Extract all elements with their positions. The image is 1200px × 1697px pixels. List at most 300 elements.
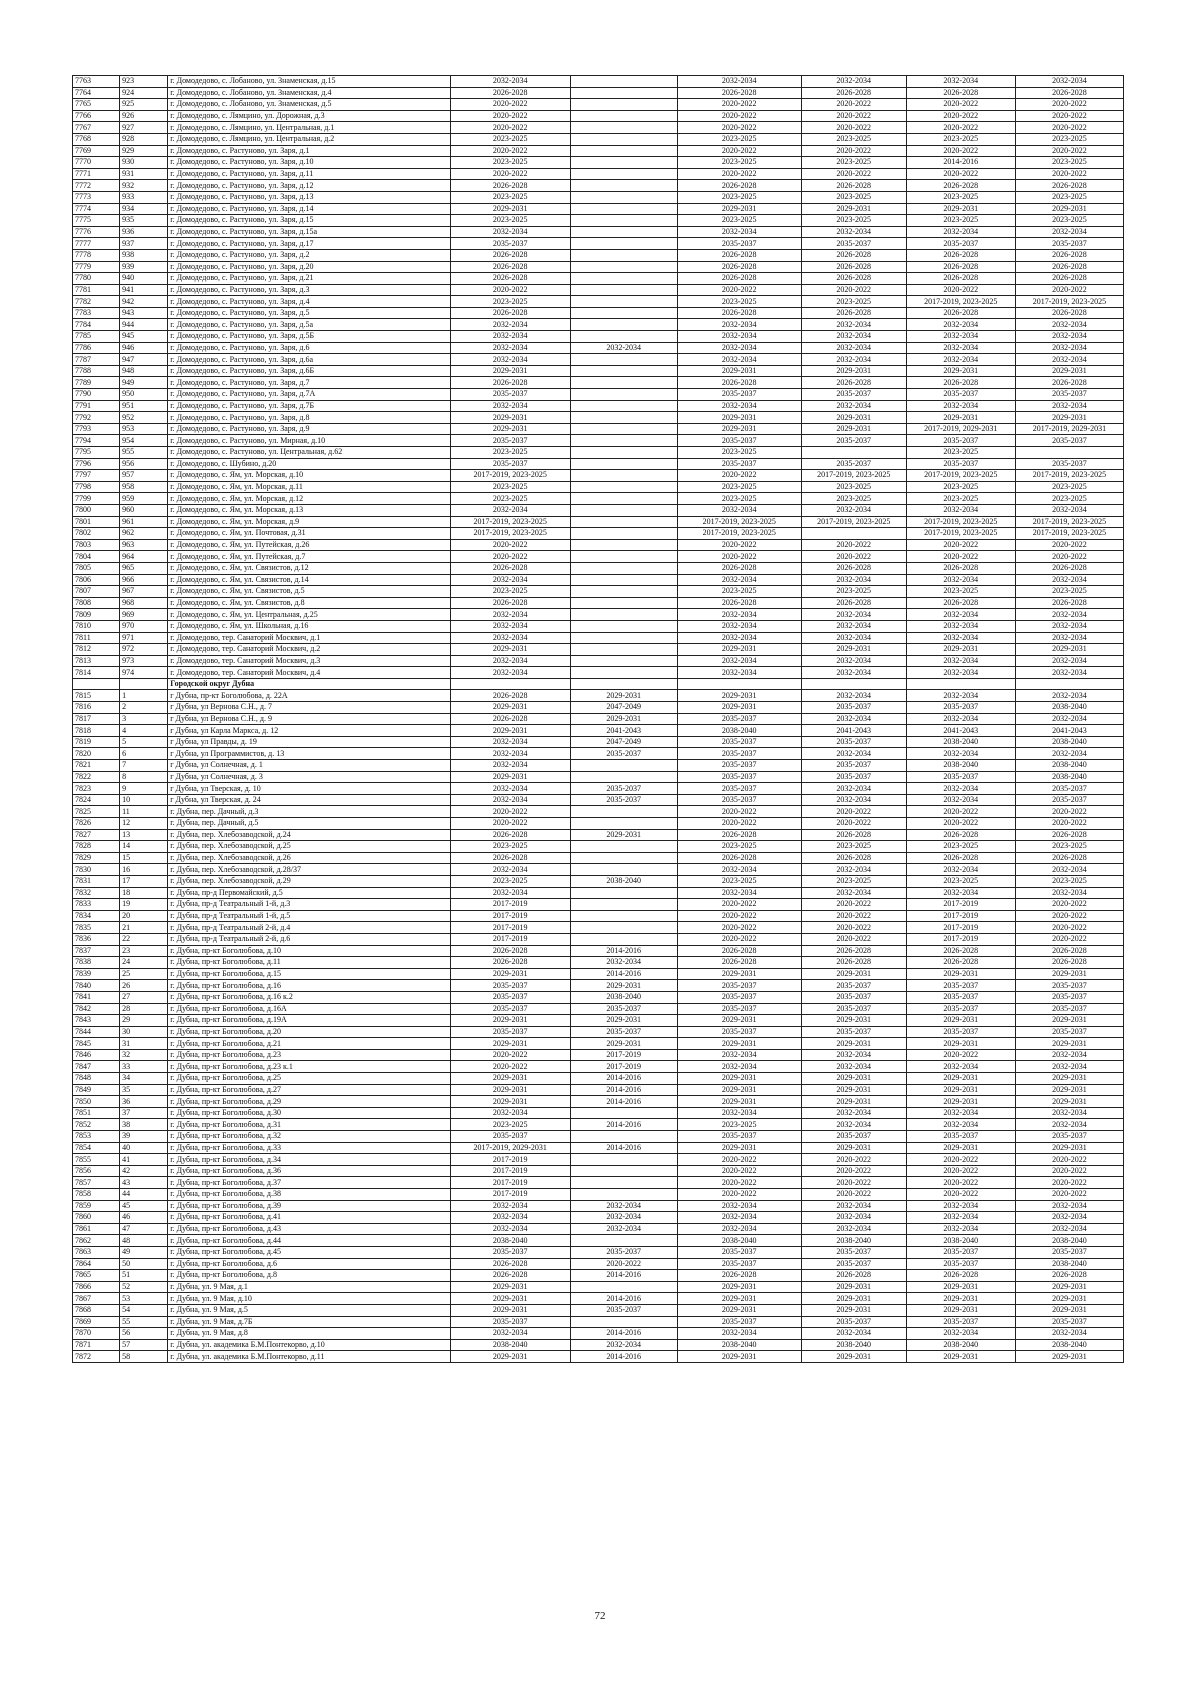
period-cell: 2029-2031 (570, 690, 677, 702)
address-cell: г. Домодедово, с. Растуново, ул. Заря, д.5Б (168, 331, 451, 343)
period-cell: 2041-2043 (906, 725, 1015, 737)
page-number: 72 (594, 1610, 606, 1622)
entry-number-cell: 950 (120, 389, 168, 401)
table-row (73, 829, 1124, 841)
entry-number-cell: 42 (120, 1165, 168, 1177)
period-cell: 2023-2025 (677, 215, 801, 227)
address-cell: г. Домодедово, с. Ям, ул. Морская, д.12 (168, 493, 451, 505)
period-cell: 2032-2034 (450, 504, 570, 516)
period-cell: 2023-2025 (450, 586, 570, 598)
row-index-cell: 7808 (73, 597, 120, 609)
period-cell: 2035-2037 (677, 794, 801, 806)
period-cell: 2026-2028 (450, 713, 570, 725)
period-cell: 2026-2028 (906, 1270, 1015, 1282)
period-cell: 2032-2034 (677, 1061, 801, 1073)
row-index-cell: 7770 (73, 157, 120, 169)
address-cell: г. Дубна, пр-кт Боголюбова, д.43 (168, 1223, 451, 1235)
period-cell: 2035-2037 (450, 238, 570, 250)
period-cell: 2032-2034 (906, 632, 1015, 644)
address-cell: г. Домодедово, с. Лямцино, ул. Дорожная, д.3 (168, 110, 451, 122)
entry-number-cell: 55 (120, 1316, 168, 1328)
period-cell: 2029-2031 (677, 365, 801, 377)
address-cell: г. Дубна, пр-кт Боголюбова, д.19А (168, 1015, 451, 1027)
period-cell: 2023-2025 (906, 215, 1015, 227)
period-cell: 2029-2031 (1015, 1351, 1123, 1363)
period-cell: 2023-2025 (450, 875, 570, 887)
entry-number-cell: 947 (120, 354, 168, 366)
entry-number-cell: 923 (120, 76, 168, 88)
period-cell: 2029-2031 (906, 1351, 1015, 1363)
row-index-cell: 7828 (73, 841, 120, 853)
period-cell: 2035-2037 (677, 435, 801, 447)
address-cell: г. Домодедово, с. Растуново, ул. Заря, д.6Б (168, 365, 451, 377)
period-cell (570, 1316, 677, 1328)
period-cell: 2029-2031 (450, 1304, 570, 1316)
period-cell: 2026-2028 (1015, 597, 1123, 609)
period-cell: 2020-2022 (1015, 122, 1123, 134)
row-index-cell: 7841 (73, 991, 120, 1003)
address-cell: г. Домодедово, с. Ям, ул. Школьная, д.16 (168, 620, 451, 632)
entry-number-cell: 930 (120, 157, 168, 169)
entry-number-cell: 48 (120, 1235, 168, 1247)
period-cell (570, 122, 677, 134)
address-cell: г. Дубна, ул. 9 Мая, д.1 (168, 1281, 451, 1293)
period-cell: 2035-2037 (801, 702, 906, 714)
entry-number-cell: 971 (120, 632, 168, 644)
entry-number-cell: 964 (120, 551, 168, 563)
period-cell: 2020-2022 (801, 145, 906, 157)
period-cell: 2014-2016 (570, 1142, 677, 1154)
address-cell: г. Домодедово, тер. Санаторий Москвич, д.2 (168, 644, 451, 656)
period-cell (570, 1189, 677, 1201)
row-index-cell: 7869 (73, 1316, 120, 1328)
period-cell: 2032-2034 (1015, 1223, 1123, 1235)
period-cell: 2014-2016 (570, 1073, 677, 1085)
period-cell: 2014-2016 (570, 968, 677, 980)
entry-number-cell: 953 (120, 423, 168, 435)
period-cell: 2029-2031 (1015, 1073, 1123, 1085)
period-cell: 2026-2028 (677, 180, 801, 192)
period-cell: 2035-2037 (677, 713, 801, 725)
address-cell: г. Дубна, пер. Дачный, д.5 (168, 818, 451, 830)
entry-number-cell: 943 (120, 307, 168, 319)
address-cell: г. Домодедово, с. Ям, ул. Путейская, д.26 (168, 539, 451, 551)
address-cell: г. Домодедово, с. Ям, ул. Почтовая, д.31 (168, 528, 451, 540)
period-cell: 2026-2028 (906, 249, 1015, 261)
address-cell: г. Домодедово, с. Растуново, ул. Заря, д.8 (168, 412, 451, 424)
address-cell: г. Домодедово, с. Растуново, ул. Центральная, д.62 (168, 447, 451, 459)
period-cell: 2035-2037 (677, 1131, 801, 1143)
period-cell: 2023-2025 (801, 481, 906, 493)
row-index-cell: 7851 (73, 1107, 120, 1119)
entry-number-cell: 924 (120, 87, 168, 99)
address-cell: г. Домодедово, с. Шубино, д.20 (168, 458, 451, 470)
period-cell: 2026-2028 (1015, 957, 1123, 969)
row-index-cell: 7814 (73, 667, 120, 679)
period-cell: 2014-2016 (570, 1270, 677, 1282)
period-cell: 2035-2037 (801, 991, 906, 1003)
entry-number-cell: 16 (120, 864, 168, 876)
period-cell: 2029-2031 (801, 1142, 906, 1154)
address-cell: г. Дубна, пр-кт Боголюбова, д.32 (168, 1131, 451, 1143)
entry-number-cell: 21 (120, 922, 168, 934)
table-row (73, 296, 1124, 308)
period-cell (570, 818, 677, 830)
period-cell (570, 377, 677, 389)
period-cell: 2020-2022 (677, 818, 801, 830)
period-cell: 2029-2031 (677, 644, 801, 656)
table-row (73, 504, 1124, 516)
row-index-cell: 7848 (73, 1073, 120, 1085)
row-index-cell: 7865 (73, 1270, 120, 1282)
period-cell: 2029-2031 (801, 1281, 906, 1293)
entry-number-cell: 1 (120, 690, 168, 702)
period-cell: 2035-2037 (570, 748, 677, 760)
entry-number-cell: 49 (120, 1246, 168, 1258)
period-cell: 2032-2034 (906, 1061, 1015, 1073)
address-cell: г. Дубна, пер. Хлебозаводской, д.24 (168, 829, 451, 841)
period-cell: 2029-2031 (1015, 365, 1123, 377)
period-cell: 2020-2022 (677, 551, 801, 563)
period-cell: 2035-2037 (801, 238, 906, 250)
table-row (73, 1339, 1124, 1351)
table-row (73, 1154, 1124, 1166)
row-index-cell: 7817 (73, 713, 120, 725)
row-index-cell: 7797 (73, 470, 120, 482)
address-cell: г. Дубна, пр-кт Боголюбова, д.25 (168, 1073, 451, 1085)
period-cell: 2035-2037 (1015, 1131, 1123, 1143)
period-cell: 2026-2028 (677, 307, 801, 319)
period-cell: 2020-2022 (677, 899, 801, 911)
period-cell: 2029-2031 (677, 968, 801, 980)
period-cell: 2026-2028 (801, 852, 906, 864)
period-cell: 2032-2034 (1015, 1119, 1123, 1131)
period-cell: 2038-2040 (1015, 1258, 1123, 1270)
entry-number-cell: 967 (120, 586, 168, 598)
table-row (73, 922, 1124, 934)
period-cell (801, 678, 906, 690)
period-cell: 2023-2025 (450, 157, 570, 169)
register-table-body (73, 76, 1124, 1363)
period-cell: 2026-2028 (677, 1270, 801, 1282)
period-cell: 2029-2031 (1015, 968, 1123, 980)
period-cell: 2032-2034 (450, 76, 570, 88)
period-cell: 2017-2019, 2023-2025 (801, 470, 906, 482)
period-cell: 2035-2037 (1015, 991, 1123, 1003)
address-cell: г. Дубна, ул. академика Б.М.Понтекорво, д.11 (168, 1351, 451, 1363)
period-cell: 2017-2019, 2023-2025 (1015, 470, 1123, 482)
row-index-cell: 7863 (73, 1246, 120, 1258)
period-cell: 2032-2034 (801, 1200, 906, 1212)
table-row (73, 852, 1124, 864)
table-row (73, 551, 1124, 563)
period-cell: 2032-2034 (801, 690, 906, 702)
period-cell (570, 331, 677, 343)
period-cell (570, 319, 677, 331)
period-cell: 2041-2043 (801, 725, 906, 737)
period-cell: 2032-2034 (677, 76, 801, 88)
address-cell: г. Домодедово, с. Растуново, ул. Заря, д.6 (168, 342, 451, 354)
period-cell: 2035-2037 (906, 1246, 1015, 1258)
period-cell: 2029-2031 (677, 1142, 801, 1154)
period-cell: 2032-2034 (1015, 504, 1123, 516)
period-cell (570, 145, 677, 157)
period-cell: 2032-2034 (450, 1328, 570, 1340)
period-cell: 2032-2034 (801, 1212, 906, 1224)
period-cell: 2029-2031 (801, 1015, 906, 1027)
period-cell: 2020-2022 (906, 818, 1015, 830)
row-index-cell: 7861 (73, 1223, 120, 1235)
row-index-cell: 7810 (73, 620, 120, 632)
table-row (73, 794, 1124, 806)
table-row (73, 1328, 1124, 1340)
period-cell: 2020-2022 (1015, 818, 1123, 830)
period-cell: 2020-2022 (801, 284, 906, 296)
row-index-cell: 7862 (73, 1235, 120, 1247)
period-cell: 2023-2025 (1015, 157, 1123, 169)
table-row (73, 1061, 1124, 1073)
period-cell: 2032-2034 (450, 794, 570, 806)
row-index-cell: 7766 (73, 110, 120, 122)
period-cell: 2017-2019 (570, 1049, 677, 1061)
period-cell: 2029-2031 (801, 1084, 906, 1096)
period-cell: 2032-2034 (906, 226, 1015, 238)
table-row (73, 562, 1124, 574)
table-row (73, 1038, 1124, 1050)
entry-number-cell: 5 (120, 736, 168, 748)
period-cell: 2029-2031 (906, 1096, 1015, 1108)
period-cell: 2032-2034 (906, 690, 1015, 702)
period-cell: 2035-2037 (906, 1258, 1015, 1270)
period-cell (570, 1154, 677, 1166)
table-row (73, 667, 1124, 679)
address-cell: г. Дубна, пр-кт Боголюбова, д.16А (168, 1003, 451, 1015)
period-cell (570, 296, 677, 308)
period-cell: 2035-2037 (801, 760, 906, 772)
period-cell: 2026-2028 (801, 87, 906, 99)
register-table-container (72, 75, 1124, 1363)
period-cell: 2032-2034 (570, 342, 677, 354)
period-cell: 2035-2037 (801, 1131, 906, 1143)
period-cell: 2029-2031 (801, 1038, 906, 1050)
period-cell: 2032-2034 (801, 864, 906, 876)
row-index-cell: 7852 (73, 1119, 120, 1131)
address-cell: г Дубна, ул Карла Маркса, д. 12 (168, 725, 451, 737)
table-row (73, 957, 1124, 969)
period-cell (570, 435, 677, 447)
period-cell: 2032-2034 (801, 1107, 906, 1119)
table-row (73, 110, 1124, 122)
address-cell: г. Дубна, пр-кт Боголюбова, д.20 (168, 1026, 451, 1038)
table-row (73, 1049, 1124, 1061)
period-cell: 2032-2034 (906, 1200, 1015, 1212)
row-index-cell: 7829 (73, 852, 120, 864)
address-cell: г. Дубна, пр-кт Боголюбова, д.16 (168, 980, 451, 992)
period-cell (801, 447, 906, 459)
period-cell (570, 852, 677, 864)
table-row (73, 736, 1124, 748)
period-cell: 2020-2022 (906, 1049, 1015, 1061)
period-cell: 2035-2037 (906, 1316, 1015, 1328)
period-cell: 2035-2037 (906, 991, 1015, 1003)
table-row (73, 168, 1124, 180)
period-cell: 2029-2031 (801, 1073, 906, 1085)
row-index-cell: 7768 (73, 133, 120, 145)
table-row (73, 875, 1124, 887)
period-cell (570, 447, 677, 459)
row-index-cell: 7870 (73, 1328, 120, 1340)
period-cell: 2032-2034 (801, 1049, 906, 1061)
period-cell: 2020-2022 (450, 145, 570, 157)
period-cell: 2023-2025 (906, 191, 1015, 203)
period-cell: 2032-2034 (450, 574, 570, 586)
period-cell: 2020-2022 (906, 284, 1015, 296)
period-cell: 2029-2031 (677, 423, 801, 435)
entry-number-cell: 962 (120, 528, 168, 540)
period-cell: 2029-2031 (906, 1293, 1015, 1305)
period-cell (1015, 678, 1123, 690)
period-cell: 2032-2034 (801, 794, 906, 806)
period-cell: 2020-2022 (1015, 933, 1123, 945)
period-cell: 2032-2034 (677, 319, 801, 331)
address-cell: г. Домодедово, с. Лобаново, ул. Знаменская, д.5 (168, 99, 451, 111)
row-index-cell: 7801 (73, 516, 120, 528)
row-index-cell: 7826 (73, 818, 120, 830)
period-cell: 2032-2034 (801, 354, 906, 366)
entry-number-cell: 944 (120, 319, 168, 331)
row-index-cell: 7839 (73, 968, 120, 980)
row-index-cell: 7787 (73, 354, 120, 366)
period-cell: 2032-2034 (801, 609, 906, 621)
period-cell: 2026-2028 (906, 87, 1015, 99)
period-cell: 2032-2034 (677, 226, 801, 238)
address-cell: г. Домодедово, с. Ям, ул. Связистов, д.12 (168, 562, 451, 574)
period-cell: 2020-2022 (677, 284, 801, 296)
period-cell: 2023-2025 (677, 841, 801, 853)
address-cell: г. Дубна, пр-кт Боголюбова, д.31 (168, 1119, 451, 1131)
table-row (73, 597, 1124, 609)
period-cell: 2026-2028 (677, 562, 801, 574)
table-row (73, 516, 1124, 528)
period-cell (570, 887, 677, 899)
row-index-cell: 7825 (73, 806, 120, 818)
address-cell: г. Домодедово, с. Растуново, ул. Заря, д.5а (168, 319, 451, 331)
address-cell: г. Домодедово, с. Ям, ул. Морская, д.9 (168, 516, 451, 528)
period-cell: 2032-2034 (906, 319, 1015, 331)
row-index-cell: 7815 (73, 690, 120, 702)
period-cell: 2026-2028 (450, 852, 570, 864)
period-cell: 2032-2034 (801, 748, 906, 760)
entry-number-cell: 958 (120, 481, 168, 493)
table-row (73, 771, 1124, 783)
entry-number-cell: 50 (120, 1258, 168, 1270)
period-cell: 2023-2025 (677, 296, 801, 308)
period-cell: 2029-2031 (906, 203, 1015, 215)
address-cell: г. Дубна, пр-кт Боголюбова, д.41 (168, 1212, 451, 1224)
period-cell (570, 574, 677, 586)
period-cell: 2032-2034 (906, 1107, 1015, 1119)
period-cell: 2032-2034 (801, 319, 906, 331)
period-cell: 2020-2022 (450, 551, 570, 563)
period-cell: 2029-2031 (677, 1084, 801, 1096)
period-cell: 2020-2022 (677, 933, 801, 945)
table-row (73, 191, 1124, 203)
period-cell: 2032-2034 (801, 887, 906, 899)
period-cell (570, 667, 677, 679)
row-index-cell: 7819 (73, 736, 120, 748)
entry-number-cell: 28 (120, 1003, 168, 1015)
period-cell: 2017-2019, 2029-2031 (450, 1142, 570, 1154)
period-cell: 2026-2028 (906, 829, 1015, 841)
row-index-cell: 7783 (73, 307, 120, 319)
period-cell: 2029-2031 (677, 702, 801, 714)
entry-number-cell: 20 (120, 910, 168, 922)
table-row (73, 528, 1124, 540)
period-cell: 2038-2040 (906, 760, 1015, 772)
period-cell: 2023-2025 (677, 191, 801, 203)
period-cell: 2026-2028 (1015, 945, 1123, 957)
period-cell: 2017-2019 (450, 1165, 570, 1177)
period-cell: 2032-2034 (1015, 1061, 1123, 1073)
period-cell: 2032-2034 (570, 957, 677, 969)
period-cell: 2017-2019 (450, 922, 570, 934)
period-cell: 2020-2022 (677, 910, 801, 922)
period-cell: 2029-2031 (801, 1304, 906, 1316)
address-cell: г Дубна, ул Правды, д. 19 (168, 736, 451, 748)
address-cell: г. Домодедово, с. Растуново, ул. Заря, д.15 (168, 215, 451, 227)
table-row (73, 655, 1124, 667)
period-cell: 2032-2034 (450, 667, 570, 679)
period-cell: 2020-2022 (801, 1165, 906, 1177)
address-cell: г. Дубна, пр-кт Боголюбова, д.38 (168, 1189, 451, 1201)
period-cell: 2020-2022 (570, 1258, 677, 1270)
period-cell: 2029-2031 (450, 725, 570, 737)
period-cell: 2038-2040 (570, 875, 677, 887)
period-cell: 2038-2040 (801, 1235, 906, 1247)
row-index-cell: 7804 (73, 551, 120, 563)
row-index-cell (73, 678, 120, 690)
address-cell: г. Домодедово, с. Ям, ул. Центральная, д.25 (168, 609, 451, 621)
address-cell: г. Домодедово, с. Лобаново, ул. Знаменская, д.4 (168, 87, 451, 99)
row-index-cell: 7872 (73, 1351, 120, 1363)
row-index-cell: 7858 (73, 1189, 120, 1201)
period-cell: 2029-2031 (450, 968, 570, 980)
period-cell: 2032-2034 (1015, 354, 1123, 366)
period-cell: 2035-2037 (677, 736, 801, 748)
row-index-cell: 7771 (73, 168, 120, 180)
table-row (73, 818, 1124, 830)
period-cell: 2035-2037 (1015, 435, 1123, 447)
period-cell: 2020-2022 (450, 1049, 570, 1061)
entry-number-cell: 56 (120, 1328, 168, 1340)
row-index-cell: 7795 (73, 447, 120, 459)
entry-number-cell: 18 (120, 887, 168, 899)
address-cell: г. Дубна, пр-кт Боголюбова, д.11 (168, 957, 451, 969)
period-cell: 2023-2025 (677, 133, 801, 145)
period-cell: 2035-2037 (801, 736, 906, 748)
period-cell: 2020-2022 (677, 806, 801, 818)
table-row (73, 632, 1124, 644)
address-cell: г. Домодедово, с. Ям, ул. Связистов, д.8 (168, 597, 451, 609)
period-cell: 2029-2031 (1015, 1293, 1123, 1305)
period-cell: 2020-2022 (801, 1154, 906, 1166)
period-cell: 2020-2022 (801, 818, 906, 830)
address-cell: г. Дубна, пр-д Театральный 2-й, д.6 (168, 933, 451, 945)
table-row (73, 203, 1124, 215)
row-index-cell: 7854 (73, 1142, 120, 1154)
address-cell: г. Дубна, ул. 9 Мая, д.10 (168, 1293, 451, 1305)
period-cell: 2032-2034 (1015, 748, 1123, 760)
